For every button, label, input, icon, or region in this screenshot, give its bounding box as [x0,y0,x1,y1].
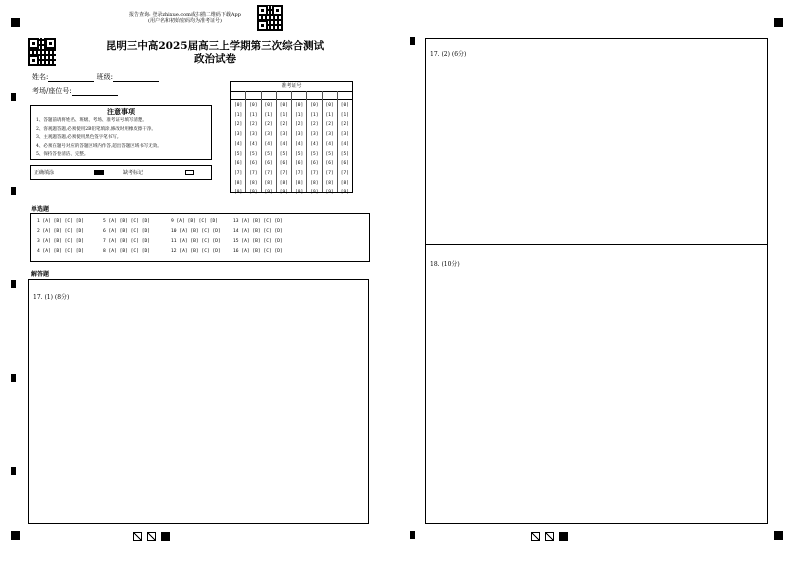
digit-bubble[interactable]: [9] [279,190,288,196]
digit-bubble[interactable]: [4] [325,141,334,147]
digit-bubble[interactable]: [7] [340,170,349,176]
student-number-column [338,99,352,196]
report-notice-line1: 报告查询: 登录zhixue.com或扫描二维码下载App [129,12,241,18]
report-notice-line2: (用户名和初始密码均为准考证号) [148,18,222,24]
mc-question-row[interactable]: 7 [A] [B] [C] [D] [103,239,151,244]
alignment-mark [11,187,16,195]
student-number-column [292,99,307,196]
correct-fill-sample [94,170,104,175]
digit-bubble[interactable]: [9] [340,190,349,196]
mc-section-title: 单选题 [31,206,50,213]
digit-bubble[interactable]: [9] [264,190,273,196]
page-marker [147,532,156,541]
digit-bubble[interactable]: [8] [340,180,349,186]
student-number-bubbles [231,99,352,196]
digit-bubble[interactable]: [1] [310,112,319,118]
digit-bubble[interactable]: [7] [310,170,319,176]
fill-example-box [30,165,212,180]
digit-bubble[interactable]: [6] [264,161,273,167]
student-number-box [230,81,353,196]
digit-bubble[interactable]: [1] [279,112,288,118]
class-underline[interactable] [113,74,159,82]
alignment-mark [11,531,20,540]
mc-question-row[interactable]: 9 [A] [B] [C] [D] [171,219,219,224]
notice-item: 5、保持答卷清洁、完整。 [36,152,89,158]
alignment-mark [11,374,16,382]
digit-bubble[interactable]: [2] [264,122,273,128]
seat-label: 考场/座位号: [32,87,72,95]
digit-bubble[interactable]: [3] [249,132,258,138]
exam-title-line1: 昆明三中高2025届高三上学期第三次综合测试 [105,40,325,52]
mc-question-row[interactable]: 13 [A] [B] [C] [D] [233,219,283,224]
digit-bubble[interactable]: [9] [249,190,258,196]
digit-bubble[interactable]: [1] [249,112,258,118]
digit-bubble[interactable]: [2] [325,122,334,128]
student-number-column [277,99,292,196]
absent-mark-box[interactable] [185,170,194,175]
seat-field[interactable] [32,86,118,96]
report-notice [110,12,260,24]
alignment-mark [11,280,16,288]
digit-bubble[interactable]: [2] [279,122,288,128]
digit-bubble[interactable]: [4] [279,141,288,147]
notice-item: 2、客观题答题,必须使用2B铅笔填涂,修改时用橡皮擦干净。 [36,126,156,132]
student-number-column [307,99,322,196]
digit-bubble[interactable]: [8] [264,180,273,186]
digit-bubble[interactable]: [2] [340,122,349,128]
alignment-mark [410,531,415,539]
answer-area-17-1[interactable] [28,279,369,524]
digit-bubble[interactable]: [5] [264,151,273,157]
digit-bubble[interactable]: [8] [249,180,258,186]
digit-bubble[interactable]: [3] [340,132,349,138]
digit-bubble[interactable]: [2] [234,122,243,128]
digit-bubble[interactable]: [2] [295,122,304,128]
digit-bubble[interactable]: [3] [279,132,288,138]
mc-question-row[interactable]: 15 [A] [B] [C] [D] [233,239,283,244]
alignment-mark [11,18,20,27]
notice-item: 4、必须在题号对应的答题区域内作答,超出答题区域书写无效。 [36,143,162,149]
digit-bubble[interactable]: [6] [340,161,349,167]
digit-bubble[interactable]: [1] [264,112,273,118]
digit-bubble[interactable]: [4] [295,141,304,147]
digit-bubble[interactable]: [7] [264,170,273,176]
digit-bubble[interactable]: [8] [295,180,304,186]
digit-bubble[interactable]: [7] [234,170,243,176]
page-marker [559,532,568,541]
mc-question-row[interactable]: 16 [A] [B] [C] [D] [233,249,283,254]
answer-area-18[interactable] [425,244,768,524]
digit-bubble[interactable]: [5] [279,151,288,157]
digit-bubble[interactable]: [3] [310,132,319,138]
digit-bubble[interactable]: [5] [325,151,334,157]
absent-mark-label: 缺考标记 [123,170,144,176]
name-field[interactable] [32,72,159,82]
digit-bubble[interactable]: [6] [234,161,243,167]
digit-bubble[interactable]: [7] [279,170,288,176]
digit-bubble[interactable]: [7] [295,170,304,176]
question-17-2-label: 17. (2) (6分) [430,51,467,58]
notice-item: 3、主观题答题,必须使用黑色签字笔书写。 [36,135,122,141]
mc-question-row[interactable]: 14 [A] [B] [C] [D] [233,229,283,234]
digit-bubble[interactable]: [1] [234,112,243,118]
page-marker [531,532,540,541]
digit-bubble[interactable]: [1] [340,112,349,118]
digit-bubble[interactable]: [5] [310,151,319,157]
page-marker [133,532,142,541]
digit-bubble[interactable]: [5] [340,151,349,157]
digit-bubble[interactable]: [6] [310,161,319,167]
digit-bubble[interactable]: [6] [295,161,304,167]
seat-underline[interactable] [72,88,118,96]
digit-bubble[interactable]: [9] [310,190,319,196]
digit-bubble[interactable]: [4] [234,141,243,147]
exam-title [90,40,340,66]
mc-question-row[interactable]: 8 [A] [B] [C] [D] [103,249,151,254]
mc-question-row[interactable]: 4 [A] [B] [C] [D] [37,249,85,254]
digit-bubble[interactable]: [1] [295,112,304,118]
alignment-mark [11,93,16,101]
mc-question-row[interactable]: 12 [A] [B] [C] [D] [171,249,221,254]
class-label: 班级: [96,73,113,81]
student-number-column [262,99,277,196]
app-qr-code [257,5,283,31]
notice-box [30,105,212,160]
mc-question-row[interactable]: 5 [A] [B] [C] [D] [103,219,151,224]
page-marker [161,532,170,541]
name-label: 姓名: [32,73,49,81]
digit-bubble[interactable]: [7] [249,170,258,176]
student-qr-code [28,38,56,66]
exam-title-line2: 政治试卷 [194,53,236,65]
digit-bubble[interactable]: [1] [325,112,334,118]
name-underline[interactable] [48,74,94,82]
digit-bubble[interactable]: [5] [295,151,304,157]
alignment-mark [11,467,16,475]
page-marker [545,532,554,541]
digit-bubble[interactable]: [6] [279,161,288,167]
mc-question-row[interactable]: 1 [A] [B] [C] [D] [37,219,85,224]
digit-bubble[interactable]: [0] [310,103,319,108]
digit-bubble[interactable]: [2] [249,122,258,128]
mc-question-row[interactable]: 10 [A] [B] [C] [D] [171,229,221,234]
answer-section-title: 解答题 [31,271,50,278]
digit-bubble[interactable]: [3] [264,132,273,138]
digit-bubble[interactable]: [0] [325,103,334,108]
notice-title: 注意事项 [107,107,135,116]
digit-bubble[interactable]: [6] [249,161,258,167]
alignment-mark [410,37,415,45]
alignment-mark [774,531,783,540]
correct-fill-label: 正确填涂 [34,170,55,176]
digit-bubble[interactable]: [8] [279,180,288,186]
digit-bubble[interactable]: [9] [234,190,243,196]
digit-bubble[interactable]: [4] [249,141,258,147]
digit-bubble[interactable]: [8] [310,180,319,186]
student-number-column [246,99,261,196]
question-17-1-label: 17. (1) (8分) [33,294,70,301]
digit-bubble[interactable]: [4] [340,141,349,147]
digit-bubble[interactable]: [5] [249,151,258,157]
digit-bubble[interactable]: [0] [249,103,258,108]
digit-bubble[interactable]: [4] [264,141,273,147]
digit-bubble[interactable]: [0] [234,103,243,108]
digit-bubble[interactable]: [7] [325,170,334,176]
digit-bubble[interactable]: [4] [310,141,319,147]
digit-bubble[interactable]: [0] [340,103,349,108]
student-number-column [231,99,246,196]
digit-bubble[interactable]: [5] [234,151,243,157]
alignment-mark [774,18,783,27]
digit-bubble[interactable]: [2] [310,122,319,128]
mc-question-row[interactable]: 2 [A] [B] [C] [D] [37,229,85,234]
digit-bubble[interactable]: [8] [234,180,243,186]
mc-answer-box [30,213,370,262]
digit-bubble[interactable]: [9] [295,190,304,196]
question-18-label: 18. (10分) [430,261,460,268]
notice-item: 1、答题前请将姓名、班级、考场、准考证号填写清楚。 [36,118,147,123]
student-number-column [323,99,338,196]
mc-question-row[interactable]: 11 [A] [B] [C] [D] [171,239,221,244]
digit-bubble[interactable]: [3] [295,132,304,138]
digit-bubble[interactable]: [0] [264,103,273,108]
digit-bubble[interactable]: [0] [279,103,288,108]
digit-bubble[interactable]: [6] [325,161,334,167]
digit-bubble[interactable]: [8] [325,180,334,186]
digit-bubble[interactable]: [3] [234,132,243,138]
mc-question-row[interactable]: 3 [A] [B] [C] [D] [37,239,85,244]
digit-bubble[interactable]: [3] [325,132,334,138]
mc-question-row[interactable]: 6 [A] [B] [C] [D] [103,229,151,234]
digit-bubble[interactable]: [0] [295,103,304,108]
student-number-title: 准考证号 [231,82,352,92]
answer-area-17-2[interactable] [425,38,768,245]
digit-bubble[interactable]: [9] [325,190,334,196]
